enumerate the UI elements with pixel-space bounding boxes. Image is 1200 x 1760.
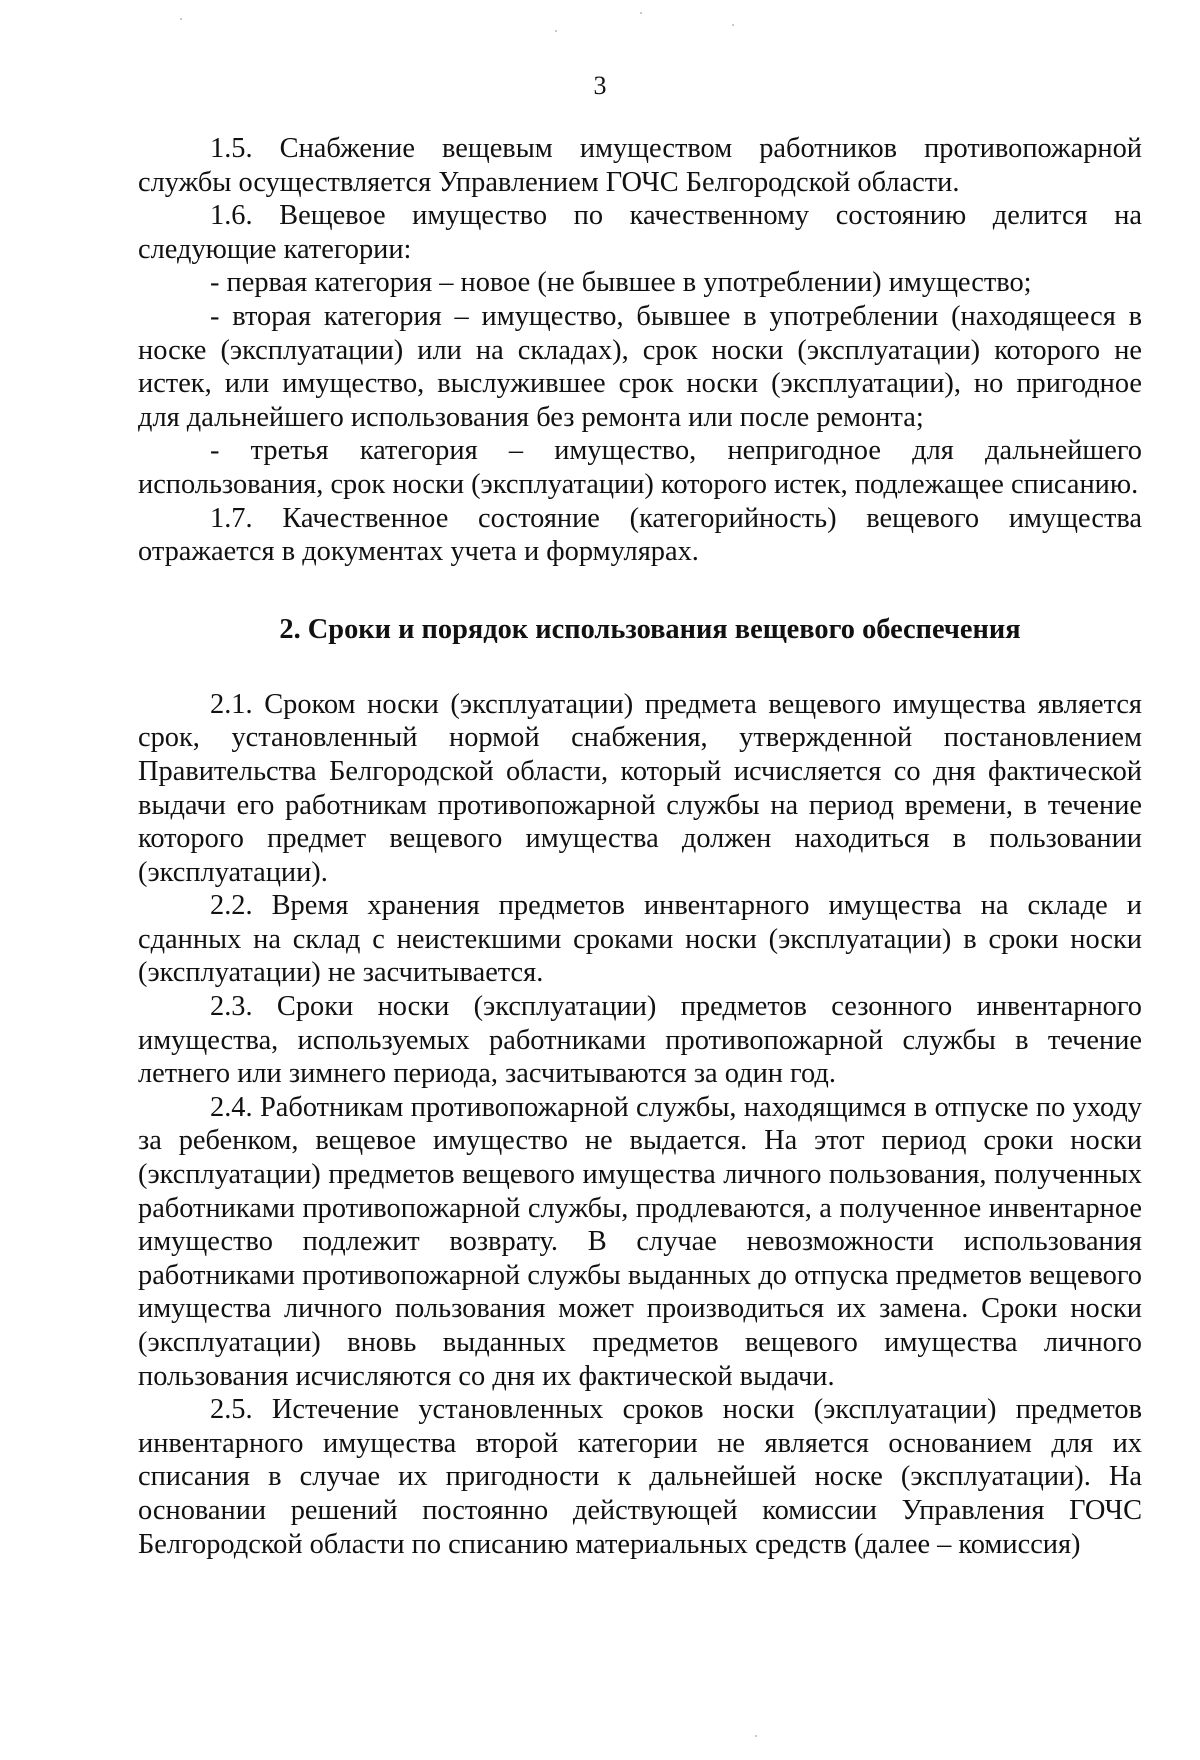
paragraph-2-3: 2.3. Сроки носки (эксплуатации) предметов сезонного инвентарного имущества, используемых работниками противопожарной службы в течение летнего или зимнего периода, засчитываются за один год. <box>138 991 1142 1090</box>
paragraph-1-6: 1.6. Вещевое имущество по качественному состоянию делится на следующие категории: <box>138 200 1142 265</box>
paragraph-2-2: 2.2. Время хранения предметов инвентарного имущества на складе и сданных на склад с неистекшими сроками носки (эксплуатации) в сроки носки (эксплуатации) не засчитывается. <box>138 890 1142 989</box>
scan-speck <box>555 30 557 32</box>
list-item-category-2: - вторая категория – имущество, бывшее в употреблении (находящееся в носке (эксплуатации) или на складах), срок носки (эксплуатации) которого не истек, или имущество, выслужившее срок носки (эксплуатации), но пригодное для дальнейшего использования без ремонта или после ремонта; <box>138 300 1142 433</box>
document-body <box>138 132 1142 1561</box>
page-number: 3 <box>593 71 607 100</box>
scan-speck <box>640 12 642 14</box>
paragraph-2-5: 2.5. Истечение установленных сроков носки (эксплуатации) предметов инвентарного имущества второй категории не является основанием для их списания в случае их пригодности к дальнейшей носке (эксплуатации). На основании решений постоянно действующей комиссии Управления ГОЧС Белгородской области по списанию материальных средств (далее – комиссия) <box>138 1394 1142 1560</box>
scan-speck <box>732 24 734 26</box>
list-item-category-3: - третья категория – имущество, непригодное для дальнейшего использования, срок носки (эксплуатации) которого истек, подлежащее списанию. <box>138 435 1142 500</box>
paragraph-2-4: 2.4. Работникам противопожарной службы, находящимся в отпуске по уходу за ребенком, вещевое имущество не выдается. На этот период сроки носки (эксплуатации) предметов вещевого имущества личного пользования, полученных работниками противопожарной службы, продлеваются, а полученное инвентарное имущество подлежит возврату. В случае невозможности использования работниками противопожарной службы выданных до отпуска предметов вещевого имущества личного пользования может производиться их замена. Сроки носки (эксплуатации) вновь выданных предметов вещевого имущества личного пользования исчисляются со дня их фактической выдачи. <box>138 1091 1142 1392</box>
paragraph-1-7: 1.7. Качественное состояние (категорийность) вещевого имущества отражается в документах учета и формулярах. <box>138 502 1142 568</box>
scan-speck <box>755 1735 757 1737</box>
scan-speck <box>180 18 182 20</box>
list-item-category-1: - первая категория – новое (не бывшее в употреблении) имущество; <box>210 267 1032 299</box>
section-title: 2. Сроки и порядок использования вещевого обеспечения <box>279 613 1021 645</box>
paragraph-2-1: 2.1. Сроком носки (эксплуатации) предмета вещевого имущества является срок, установленный нормой снабжения, утвержденной постановлением Правительства Белгородской области, который исчисляется со дня фактической выдачи его работникам противопожарной службы на период времени, в течение которого предмет вещевого имущества должен находиться в пользовании (эксплуатации). <box>138 688 1142 888</box>
paragraph-1-5: 1.5. Снабжение вещевым имуществом работников противопожарной службы осуществляется Управлением ГОЧС Белгородской области. <box>138 133 1142 198</box>
